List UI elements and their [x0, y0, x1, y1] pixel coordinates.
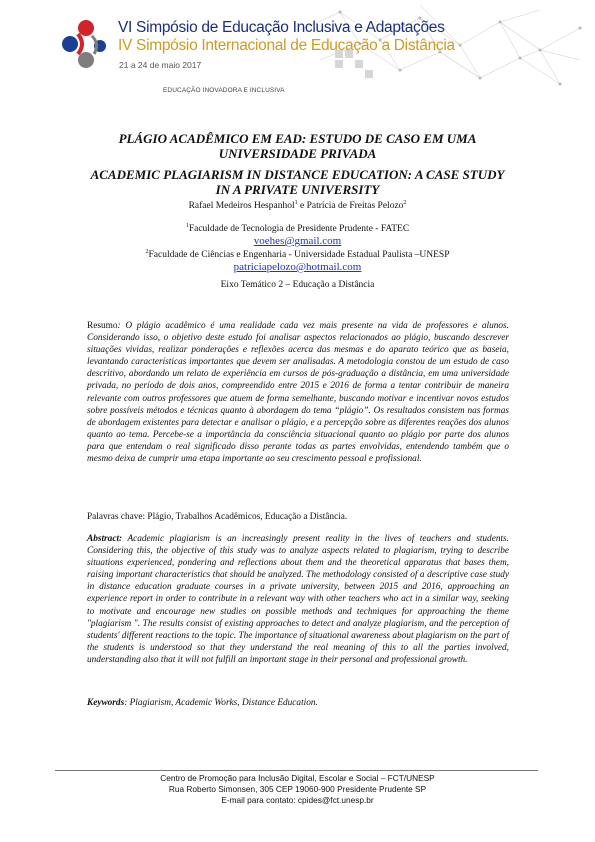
author-2-affiliation-mark: 2	[403, 199, 407, 206]
affiliation-2	[0, 249, 595, 261]
footer-contact-email: E-mail para contato: cpides@fct.unesp.br	[221, 795, 374, 805]
footer-divider	[55, 770, 538, 771]
keywords-paragraph	[87, 697, 509, 709]
keywords-label: Keywords	[87, 698, 125, 708]
event-logo-icon	[56, 14, 116, 74]
affiliation-1-mark: 1	[185, 222, 189, 229]
affiliation-2-mark: 2	[145, 248, 149, 255]
resumo-text: : O plágio acadêmico é uma realidade cada vez mais presente na vida de professores e alunos. Considerando isso, o objetivo deste estudo foi analisar aspectos relacionados ao plágio, buscando descrever situações vividas, realizar ponderações e reflexões acerca das mesmas e do aparato teórico que as baseia, levantando características importantes que devem ser analisadas. A metodologia constou de um estudo de caso descritivo, abordando um relato de experiência em cursos de pós-graduação a distância, em uma universidade privada, no período de dois anos, compreendido entre 2015 e 2016 de forma a tentar contribuir de maneira relevante com outros professores que atuem de forma semelhante, buscando motivar e incentivar novos estudos sobre possíveis métodos e técnicas quanto à abordagem do tema “plágio”. Os resultados consistem nas formas de abordagem existentes para detectar e analisar o plágio, e a percepção sobre as diferentes reações dos alunos quanto ao tema. Percebe-se a importância da consciência situacional quanto ao plágio por parte dos alunos para que entendam o real significado disso perante todas as partes envolvidas, entendendo também que o mesmo deixa de cumprir uma etapa importante ao seu crescimento pessoal e profissional.	[87, 321, 509, 465]
event-banner	[0, 0, 595, 110]
thematic-axis: Eixo Temático 2 – Educação a Distância	[220, 280, 375, 290]
palavras-chave-label: Palavras chave	[87, 512, 143, 522]
author-1-affiliation-mark: 1	[294, 199, 298, 206]
paper-title-english: ACADEMIC PLAGIARISM IN DISTANCE EDUCATION: A CASE STUDY IN A PRIVATE UNIVERSITY	[90, 167, 505, 197]
palavras-chave-paragraph	[87, 511, 509, 523]
event-slogan: EDUCAÇÃO INOVADORA E INCLUSIVA	[163, 87, 285, 94]
paper-title-portuguese: PLÁGIO ACADÊMICO EM EAD: ESTUDO DE CASO EM UMA UNIVERSIDADE PRIVADA	[118, 131, 477, 161]
affiliation-2-email-link[interactable]: patriciapelozo@hotmail.com	[233, 261, 362, 273]
abstract-paragraph	[87, 533, 509, 666]
affiliation-1	[0, 223, 595, 235]
author-connector: e	[297, 201, 307, 211]
event-dates: 21 a 24 de maio 2017	[119, 60, 202, 70]
footer-organization: Centro de Promoção para Inclusão Digital, Escolar e Social – FCT/UNESP	[160, 773, 435, 783]
affiliation-2-name: Faculdade de Ciências e Engenharia - Universidade Estadual Paulista –UNESP	[148, 250, 450, 260]
author-2: Patrícia de Freitas Pelozo	[306, 201, 404, 211]
footer-address: Rua Roberto Simonsen, 305 CEP 19060-900 Presidente Prudente SP	[168, 784, 427, 794]
keywords-text: : Plagiarism, Academic Works, Distance Education.	[124, 698, 318, 708]
affiliation-1-email-link[interactable]: voehes@gmail.com	[253, 235, 342, 247]
event-title-line1: VI Simpósio de Educação Inclusiva e Adaptações	[118, 19, 445, 36]
abstract-label: Abstract:	[87, 534, 123, 544]
palavras-chave-text: : Plágio, Trabalhos Acadêmicos, Educação a Distância.	[142, 512, 348, 522]
event-title-line2: IV Simpósio Internacional de Educação a Distância	[118, 37, 455, 54]
resumo-label: Resumo	[87, 321, 118, 331]
resumo-paragraph	[87, 320, 509, 465]
affiliation-1-name: Faculdade de Tecnologia de Presidente Prudente - FATEC	[188, 224, 410, 234]
author-1: Rafael Medeiros Hespanhol	[188, 201, 295, 211]
abstract-text: Academic plagiarism is an increasingly present reality in the lives of teachers and students. Considering this, the objective of this study was to analyze aspects related to plagiarism, trying to describe situations experienced, pondering and reflections about them and the theoretical apparatus that bases them, raising important characteristics that should be analyzed. The methodology consisted of a descriptive case study in distance education graduate courses in a private university, between 2015 and 2016, approaching an experience report in order to contribute in a relevant way with other teachers who act in a similar way, seeking to motivate and encourage new studies on possible methods and techniques for approaching the theme "plagiarism ". The results consist of existing approaches to detect and analyze plagiarism, and the perception of students' different reactions to the topic. The importance of situational awareness about plagiarism on the part of the students is understood so that they understand the real meaning of this to all the parties involved, understanding also that it will not fulfill an important stage in their personal and professional growth.	[87, 534, 509, 665]
author-line	[0, 200, 595, 212]
